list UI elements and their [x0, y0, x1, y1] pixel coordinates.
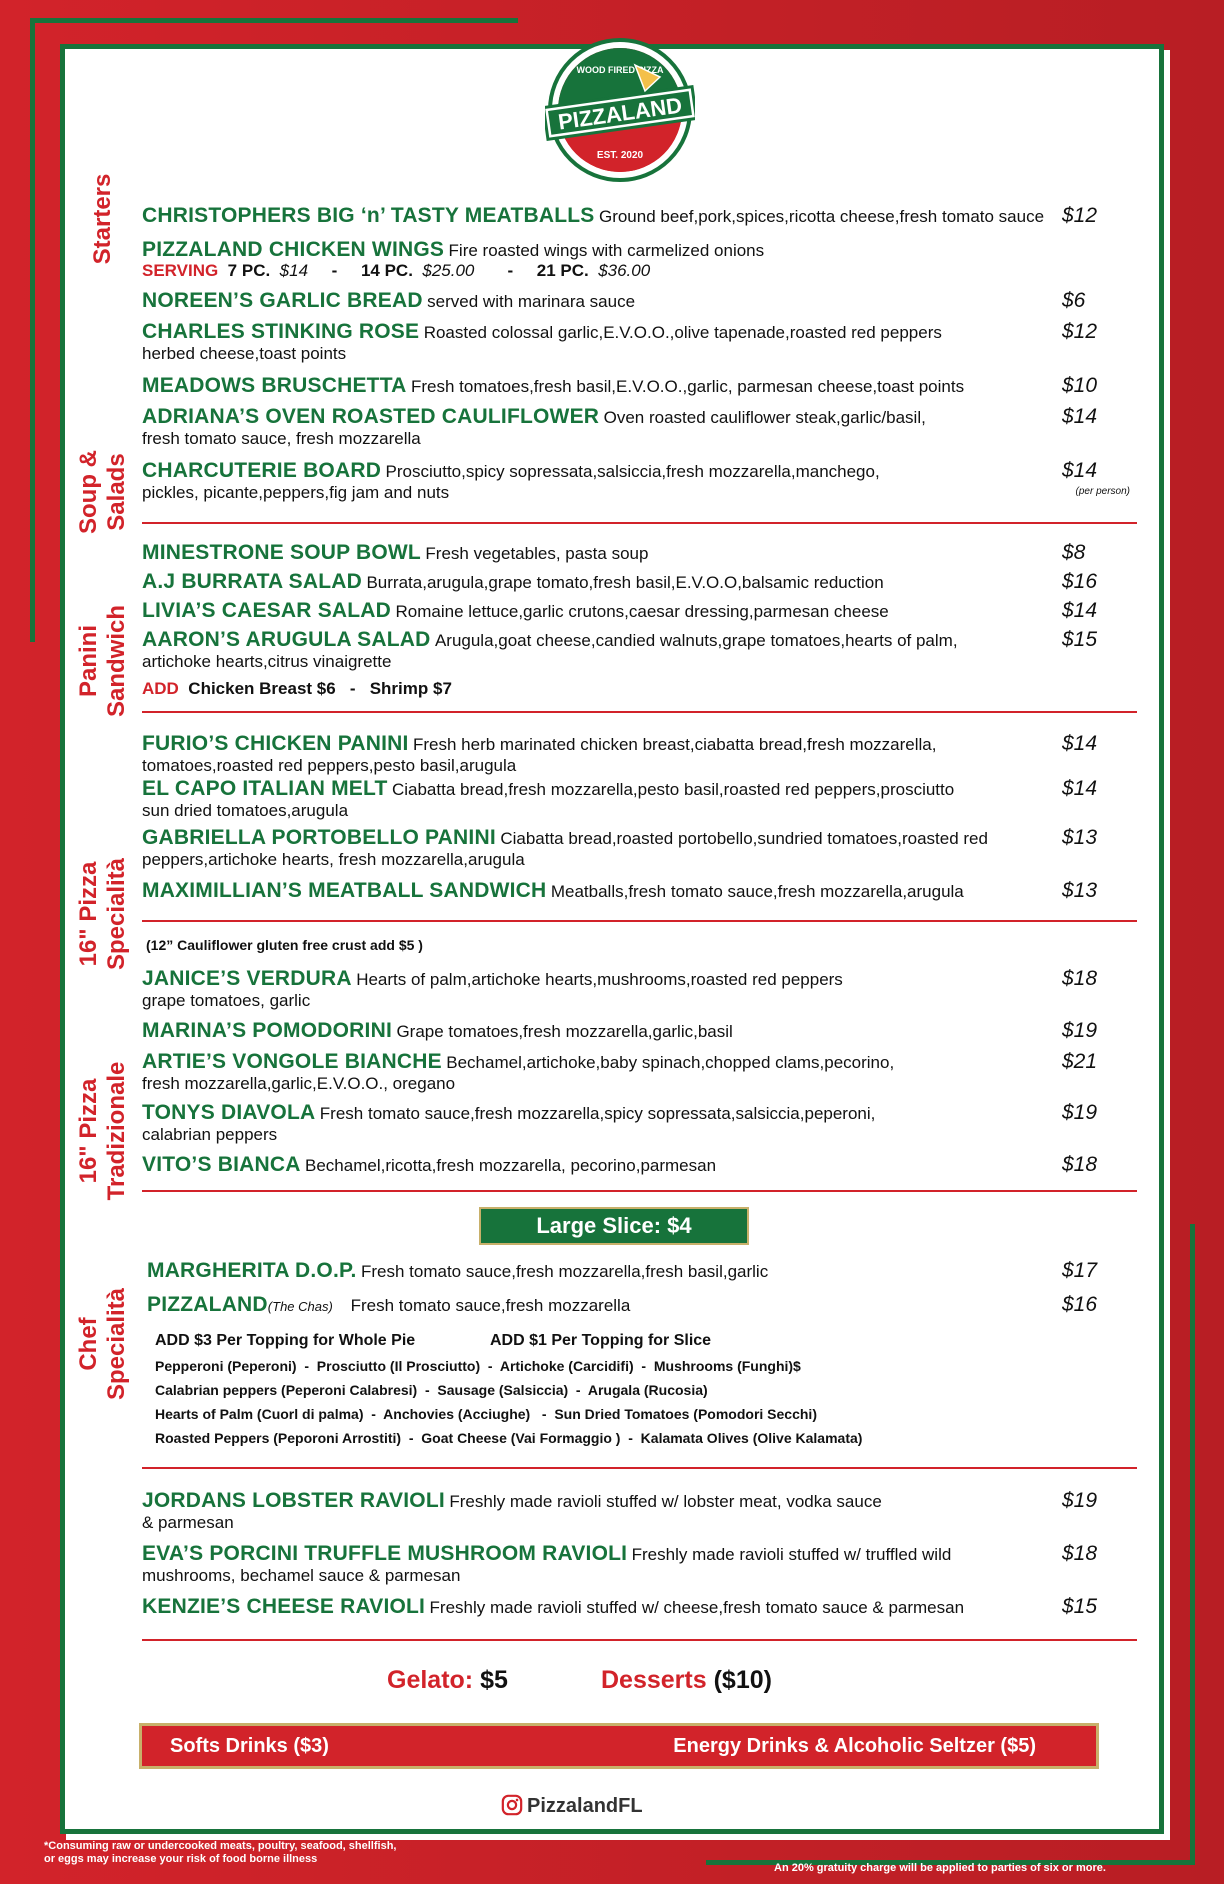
- item-price: $14: [1062, 777, 1098, 800]
- section-divider: [142, 920, 1137, 922]
- menu-item: JORDANS LOBSTER RAVIOLI Freshly made ravioli stuffed w/ lobster meat, vodka sauce & parmesan $19: [142, 1489, 1142, 1533]
- footer-disclaimer: *Consuming raw or undercooked meats, poultry, seafood, shellfish, or eggs may increase your risk of food borne illness: [44, 1840, 397, 1865]
- section-divider: [142, 1190, 1137, 1192]
- frame-line-top: [30, 18, 518, 23]
- section-divider: [142, 1467, 1137, 1469]
- salad-add-line: ADD Chicken Breast $6 - Shrimp $7: [142, 679, 452, 698]
- section-label-soup-salads: Soup & Salads: [75, 450, 130, 534]
- item-price: $12: [1062, 320, 1098, 343]
- frame-line-left: [30, 18, 35, 642]
- menu-item: CHARCUTERIE BOARD Prosciutto,spicy sopressata,salsiccia,fresh mozzarella,manchego, pickles, picante,peppers,fig jam and nuts $14 (per person): [142, 459, 1142, 503]
- menu-item: MARGHERITA D.O.P. Fresh tomato sauce,fresh mozzarella,fresh basil,garlic $17: [147, 1259, 1142, 1283]
- instagram-icon: [501, 1794, 523, 1816]
- energy-drinks: Energy Drinks & Alcoholic Seltzer ($5): [673, 1735, 1036, 1757]
- menu-item: FURIO’S CHICKEN PANINI Fresh herb marinated chicken breast,ciabatta bread,fresh mozzarella, tomatoes,roasted red peppers,pesto basil,arugula $14: [142, 732, 1142, 776]
- large-slice-badge: Large Slice: $4: [479, 1207, 749, 1245]
- topping-whole-pie: ADD $3 Per Topping for Whole Pie: [155, 1332, 416, 1349]
- menu-item: NOREEN’S GARLIC BREAD served with marinara sauce $6: [142, 289, 1142, 313]
- menu-item: MAXIMILLIAN’S MEATBALL SANDWICH Meatballs,fresh tomato sauce,fresh mozzarella,arugula $13: [142, 879, 1142, 903]
- item-price: $15: [1062, 628, 1098, 651]
- item-price: $12: [1062, 204, 1098, 227]
- menu-item: PIZZALAND CHICKEN WINGS Fire roasted wings with carmelized onions: [142, 238, 765, 261]
- footer-gratuity: An 20% gratuity charge will be applied to parties of six or more.: [774, 1862, 1106, 1874]
- menu-item: GABRIELLA PORTOBELLO PANINI Ciabatta bread,roasted portobello,sundried tomatoes,roasted red peppers,artichoke hearts, fresh mozzarella,arugula $13: [142, 826, 1142, 870]
- section-label-panini: Panini Sandwich: [75, 604, 130, 718]
- menu-item: EL CAPO ITALIAN MELT Ciabatta bread,fresh mozzarella,pesto basil,roasted red peppers,prosciutto sun dried tomatoes,arugula $14: [142, 777, 1142, 821]
- menu-item: AARON’S ARUGULA SALAD Arugula,goat cheese,candied walnuts,grape tomatoes,hearts of palm, artichoke hearts,citrus vinaigrette $15: [142, 628, 1142, 672]
- menu-item: CHARLES STINKING ROSE Roasted colossal garlic,E.V.O.O.,olive tapenade,roasted red peppers herbed cheese,toast points $12: [142, 320, 1142, 364]
- logo-top-text: WOOD FIRED PIZZA: [576, 65, 664, 75]
- item-price: $14: [1062, 732, 1098, 755]
- section-divider: [142, 522, 1137, 524]
- item-price: $18: [1062, 1542, 1098, 1565]
- menu-card: [60, 44, 1164, 1834]
- menu-item: LIVIA’S CAESAR SALAD Romaine lettuce,garlic crutons,caesar dressing,parmesan cheese $14: [142, 599, 1142, 623]
- topping-line: Pepperoni (Peperoni) - Prosciutto (Il Prosciutto) - Artichoke (Carcidifi) - Mushrooms (Funghi)$: [155, 1358, 801, 1374]
- item-price: $14: [1062, 459, 1098, 482]
- menu-item: EVA’S PORCINI TRUFFLE MUSHROOM RAVIOLI Freshly made ravioli stuffed w/ truffled wild mushrooms, bechamel sauce & parmesan $18: [142, 1542, 1142, 1586]
- item-price: $8: [1062, 541, 1086, 564]
- item-price: $21: [1062, 1050, 1098, 1073]
- drinks-bar: [139, 1723, 1099, 1769]
- item-price: $6: [1062, 289, 1086, 312]
- section-label-starters: Starters: [89, 173, 116, 265]
- pizzaland-logo: [545, 35, 695, 185]
- item-price: $18: [1062, 967, 1098, 990]
- item-price: $19: [1062, 1019, 1098, 1042]
- item-price: $16: [1062, 1293, 1098, 1316]
- menu-item: A.J BURRATA SALAD Burrata,arugula,grape tomato,fresh basil,E.V.O.O,balsamic reduction $16: [142, 570, 1142, 594]
- gelato-line: Gelato: $5: [387, 1666, 508, 1694]
- item-price: $18: [1062, 1153, 1098, 1176]
- section-label-pizza-specialita: 16" Pizza Specialità: [75, 857, 130, 971]
- instagram-handle[interactable]: PizzalandFL: [501, 1794, 643, 1818]
- menu-item: MINESTRONE SOUP BOWL Fresh vegetables, pasta soup $8: [142, 541, 1142, 565]
- menu-item: CHRISTOPHERS BIG ‘n’ TASTY MEATBALLS Ground beef,pork,spices,ricotta cheese,fresh tomato sauce $12: [142, 204, 1142, 228]
- section-divider: [142, 1639, 1137, 1641]
- wings-serving-line: SERVING 7 PC. $14 - 14 PC. $25.00 - 21 PC. $36.00: [142, 261, 651, 280]
- desserts-line: Desserts ($10): [601, 1666, 772, 1694]
- item-price: $19: [1062, 1101, 1098, 1124]
- soft-drinks: Softs Drinks ($3): [170, 1735, 329, 1757]
- item-price: $19: [1062, 1489, 1098, 1512]
- item-price: $17: [1062, 1259, 1098, 1282]
- topping-line: Roasted Peppers (Peporoni Arrostiti) - Goat Cheese (Vai Formaggio ) - Kalamata Olives (Olive Kalamata): [155, 1430, 863, 1446]
- gluten-free-note: (12” Cauliflower gluten free crust add $5 ): [146, 937, 423, 953]
- topping-slice: ADD $1 Per Topping for Slice: [490, 1332, 712, 1349]
- item-price: $15: [1062, 1595, 1098, 1618]
- menu-item: PIZZALAND(The Chas) Fresh tomato sauce,fresh mozzarella $16: [147, 1293, 1142, 1317]
- menu-item: ARTIE’S VONGOLE BIANCHE Bechamel,artichoke,baby spinach,chopped clams,pecorino, fresh mozzarella,garlic,E.V.O.O., oregano $21: [142, 1050, 1142, 1094]
- item-price: $14: [1062, 405, 1098, 428]
- menu-item: KENZIE’S CHEESE RAVIOLI Freshly made ravioli stuffed w/ cheese,fresh tomato sauce & parmesan $15: [142, 1595, 1142, 1619]
- per-person-note: (per person): [1075, 486, 1130, 497]
- menu-item: MARINA’S POMODORINI Grape tomatoes,fresh mozzarella,garlic,basil $19: [142, 1019, 1142, 1043]
- menu-item: VITO’S BIANCA Bechamel,ricotta,fresh mozzarella, pecorino,parmesan $18: [142, 1153, 1142, 1177]
- menu-item: JANICE’S VERDURA Hearts of palm,artichoke hearts,mushrooms,roasted red peppers grape tomatoes, garlic $18: [142, 967, 1142, 1011]
- menu-item: ADRIANA’S OVEN ROASTED CAULIFLOWER Oven roasted cauliflower steak,garlic/basil, fresh tomato sauce, fresh mozzarella $14: [142, 405, 1142, 449]
- logo-name: PIZZALAND: [556, 92, 684, 135]
- item-price: $10: [1062, 374, 1098, 397]
- item-price: $14: [1062, 599, 1098, 622]
- item-price: $13: [1062, 826, 1098, 849]
- item-price: $13: [1062, 879, 1098, 902]
- menu-item: TONYS DIAVOLA Fresh tomato sauce,fresh mozzarella,spicy sopressata,salsiccia,peperoni, calabrian peppers $19: [142, 1101, 1142, 1145]
- topping-line: Calabrian peppers (Peperoni Calabresi) - Sausage (Salsiccia) - Arugala (Rucosia): [155, 1382, 708, 1398]
- logo-est: EST. 2020: [596, 150, 644, 161]
- frame-line-right: [1190, 1224, 1195, 1864]
- section-label-chef-specialita: Chef Specialità: [75, 1287, 130, 1401]
- section-label-pizza-tradizionale: 16" Pizza Tradizionale: [75, 1061, 130, 1201]
- topping-line: Hearts of Palm (Cuorl di palma) - Anchovies (Acciughe) - Sun Dried Tomatoes (Pomodori Secchi): [155, 1406, 817, 1422]
- section-divider: [142, 711, 1137, 713]
- item-price: $16: [1062, 570, 1098, 593]
- menu-item: MEADOWS BRUSCHETTA Fresh tomatoes,fresh basil,E.V.O.O.,garlic, parmesan cheese,toast points $10: [142, 374, 1142, 398]
